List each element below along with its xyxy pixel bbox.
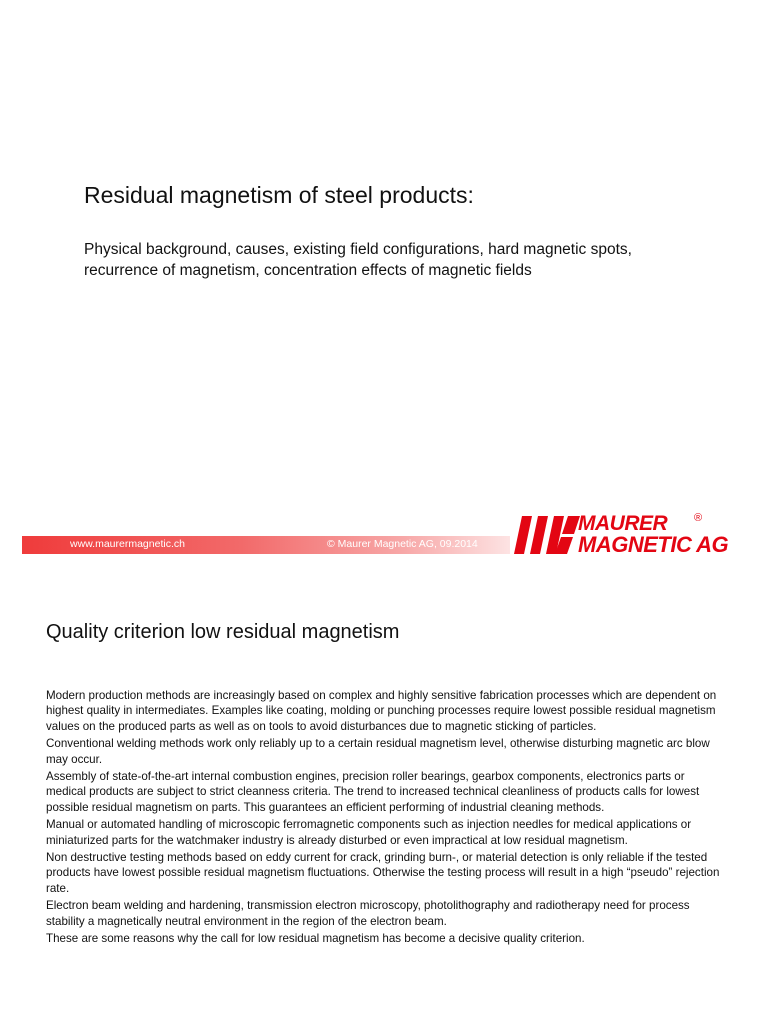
footer-url-link[interactable]: www.maurermagnetic.ch	[70, 538, 185, 550]
slide-subtitle: Physical background, causes, existing field configurations, hard magnetic spots, recurrence of magnetism, concentration effects of magnetic fields	[84, 241, 632, 279]
content-slide	[0, 578, 768, 1024]
company-logo	[512, 513, 752, 557]
logo-stripes-icon	[512, 513, 582, 557]
logo-text-line1: MAURER	[578, 512, 668, 535]
body-paragraph: Assembly of state-of-the-art internal combustion engines, precision roller bearings, gearbox components, electronics parts or medical products are subject to strict cleanness criteria. The trend to increased technical cleanliness of products calls for lowest possible residual magnetism on parts. This guarantees an efficient performing of industrial cleaning methods.	[46, 770, 700, 814]
body-paragraph: These are some reasons why the call for low residual magnetism has become a decisive quality criterion.	[46, 932, 585, 946]
body-paragraph: Modern production methods are increasingly based on complex and highly sensitive fabrication processes which are dependent on highest quality in intermediates. Examples like coating, molding or punching processes require lowest possible residual magnetism values on the produced parts as well as on tools to avoid disturbances due to magnetic sticking of particles.	[46, 689, 717, 733]
body-paragraph: Electron beam welding and hardening, transmission electron microscopy, photolithography and radiotherapy need for process stability a magnetically neutral environment in the region of the electron beam.	[46, 899, 690, 928]
body-paragraph: Non destructive testing methods based on eddy current for crack, grinding burn-, or material detection is only reliable if the tested products have lowest possible residual magnetism fluctuations. Otherwise the testing process will result in a high “pseudo” rejection rate.	[46, 851, 720, 895]
logo-text-line2: MAGNETIC AG	[578, 532, 729, 557]
footer-copyright: © Maurer Magnetic AG, 09.2014	[327, 538, 478, 550]
slide-title: Residual magnetism of steel products:	[84, 182, 474, 208]
body-paragraph: Manual or automated handling of microscopic ferromagnetic components such as injection needles for medical applications or miniaturized parts for the watchmaker industry is already disturbed or even impractical at low residual magnetism.	[46, 818, 692, 847]
registered-mark: ®	[694, 512, 703, 524]
slide-heading: Quality criterion low residual magnetism	[46, 621, 400, 643]
body-paragraph: Conventional welding methods work only reliably up to a certain residual magnetism level, otherwise disturbing magnetic arc blow may occur.	[46, 737, 710, 766]
slide-body	[46, 688, 722, 949]
